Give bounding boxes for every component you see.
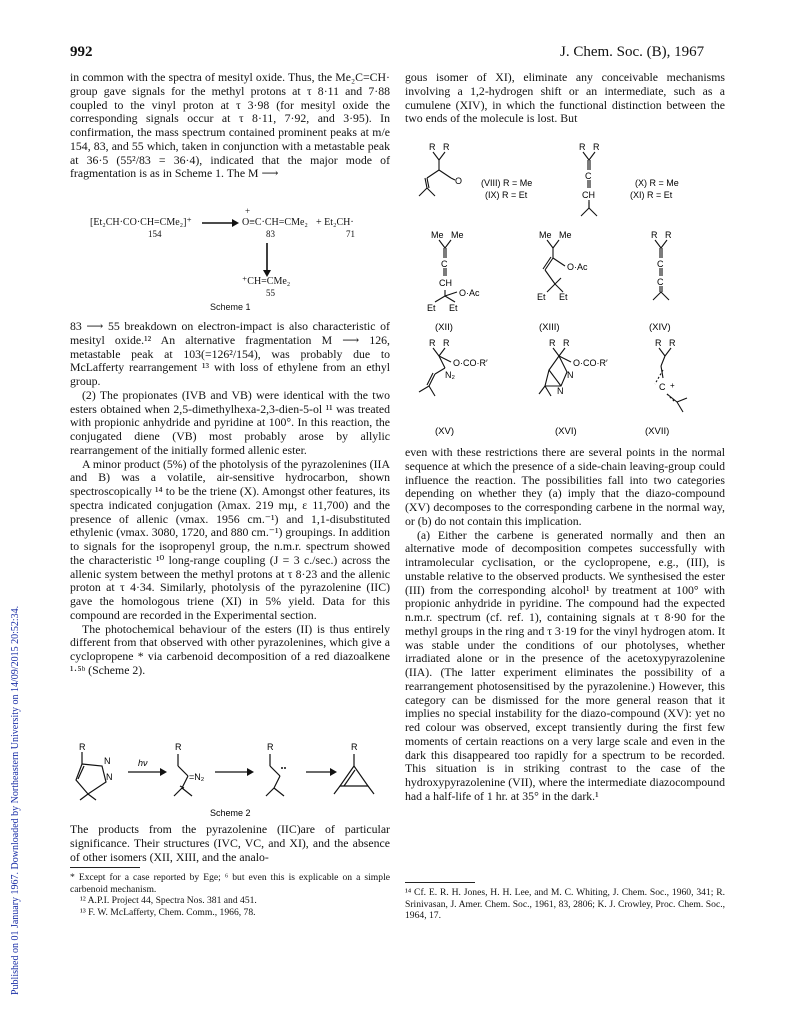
footnote-14: ¹⁴ Cf. E. R. H. Jones, H. H. Lee, and M. C. Whiting, J. Chem. Soc., 1960, 341; R. Srinivasan, J. Amer. Chem. Soc., 1961, 83, 2806; K. J. Crowley, Proc. Chem. Soc., 1964, 17.	[405, 887, 725, 922]
left-body	[70, 320, 390, 678]
xvii-plus: +	[670, 381, 675, 390]
viii-r-right: R	[443, 142, 450, 152]
scheme1-arrow-down	[260, 242, 274, 278]
xvi-r-left: R	[549, 338, 556, 348]
scheme-2	[70, 742, 390, 820]
xvi-ocor: O·CO·R′	[573, 358, 608, 368]
xvii-r-left: R	[655, 338, 662, 348]
xii-label: (XII)	[435, 322, 453, 333]
scheme1-acylium: O≡C·CH=CMe₂	[242, 217, 308, 228]
xiv-r-left: R	[651, 230, 658, 240]
xv-r-left: R	[429, 338, 436, 348]
xii-c: C	[441, 259, 448, 269]
scheme1-mass-55: 55	[266, 288, 275, 298]
left-paragraph-6: The products from the pyrazolenine (IIC)are of particular significance. Their structures (IVC, VC, and XI), and the absence of other isomers (XII, XIII, and the analo-	[70, 822, 390, 864]
xiii-me-left: Me	[539, 230, 552, 240]
xii-et-left: Et	[427, 303, 436, 313]
scheme2-n-label-2: N	[106, 772, 113, 782]
scheme1-cation: ⁺CH=CMe₂	[242, 276, 291, 287]
left-paragraph-2: 83 ⟶ 55 breakdown on electron-impact is also characteristic of mesityl oxide.¹² An alternative fragmentation M ⟶ 126, metastable peak at 103(=126²/154), was probably due to McLafferty rearrangement ¹³ with loss of ethylene from an ethyl group.	[70, 319, 390, 388]
xiv-label: (XIV)	[649, 322, 671, 333]
ix-label-2: (IX) R = Et	[485, 190, 528, 200]
right-paragraph-1: gous isomer of XI), eliminate any conceivable mechanisms involving a 1,2-hydrogen shift or an intermediate, such as a cumulene (XIV), in which the functional distinction between the two ends of the molecule is lost. But	[405, 70, 725, 126]
x-c: C	[585, 171, 592, 181]
xv-n2: N₂	[445, 370, 455, 380]
xvii-r-right: R	[669, 338, 676, 348]
xvi-n-2: N	[557, 386, 564, 396]
x-label-1: (X) R = Me	[635, 178, 679, 188]
left-footnotes	[70, 872, 390, 918]
left-paragraph-1: in common with the spectra of mesityl oxide. Thus, the Me₂C=CH· group gave signals for the methyl protons at τ 8·11 and 7·88 coupled to the vinyl proton at τ 3·98 (for mesityl oxide the corresponding signals occur at τ 8·11, 7·92, and 3·95). In confirmation, the mass spectrum contained prominent peaks at m/e 154, 83, and 55 which, taken in conjunction with a metastable peak at 36·5 (55²/83 = 36·4), indicated that the major mode of fragmentation is as in Scheme 1. The M ⟶	[70, 70, 390, 181]
xvi-label: (XVI)	[555, 426, 577, 437]
xii-me-left: Me	[431, 230, 444, 240]
footnote-star: * Except for a case reported by Ege; ⁶ but even this is explicable on a simple carbenoid mechanism.	[70, 872, 390, 895]
xvi-r-right: R	[563, 338, 570, 348]
scheme2-hv: hν	[138, 758, 148, 768]
xiii-label: (XIII)	[539, 322, 560, 333]
scheme-1	[70, 206, 390, 312]
left-paragraph-4: A minor product (5%) of the photolysis of the pyrazolenines (IIA and B) was a volatile, air-sensitive hydrocarbon, shown spectroscopically ¹⁴ to be the triene (X). Amongst other features, its spectra indicated conjugation (λmax. 219 mμ, ε 11,700) and the presence of allenic (νmax. 1956 cm.⁻¹) and 1,1-disubstituted ethylenic (νmax. 3080, 1720, and 880 cm.⁻¹) groupings. In addition to signals for the isopropenyl group, the n.m.r. spectrum showed the characteristic ¹⁰ long-range coupling (J = 3 c./sec.) across the allenic system between the methyl protons at τ 8·23 and the allenic proton at τ 4·34. Similarly, photolysis of the pyrazolenine (IIC) gave the homologous triene (XI) in 5% yield. Data for this compound are recorded in the Experimental section.	[70, 456, 390, 622]
xiv-c-2: C	[657, 277, 664, 287]
download-notice: Published on 01 January 1967. Downloaded by Northeastern University on 14/09/2015 20:52:34.	[10, 605, 21, 995]
right-paragraph-3: (a) Either the carbene is generated normally and then an alternative mode of decomposition competes successfully with intramolecular cyclisation, or the cyclopropene, e.g., (III), is unstable relative to the observed products. We synthesised the ester (III) from the corresponding alcohol¹ by treatment at 100° with propionic anhydride in pyridine. The compound had the expected n.m.r. spectrum (cf. ref. 1), containing signals at τ 8·90 for the methyl groups in the ring and τ 3·19 for the vinyl hydrogen atom. It was stable under the conditions of our photolyses, whether irradiated alone or in the presence of the acetoxypyrazolenine (IIA). (The latter experiment eliminates the possibility of a rearrangement photosensitised by the pyrazolenine.) However, this category can be dismissed for the more general reason that it implies no special instability for the diazo-compound (XV): yet no red colour was observed, except transiently during the first few moments of certain reactions on a very large scale and even in the dark this disappeared too rapidly for a spectrum to be recorded. This situation is in striking contrast to the case of the hydroxypyrazolenine (VII), where the intermediate diazocompound had a half-life of 1 hr. at 35° in the dark.¹	[405, 527, 725, 803]
scheme1-ion: [Et₂CH·CO·CH=CMe₂]⁺	[90, 217, 192, 228]
structure-panel	[405, 140, 725, 440]
scheme2-n-label-1: N	[104, 756, 111, 766]
footnote-12: ¹² A.P.I. Project 44, Spectra Nos. 381 and 451.	[80, 895, 257, 907]
page-number: 992	[70, 44, 93, 60]
footnote-divider-right	[405, 882, 475, 883]
xii-et-right: Et	[449, 303, 458, 313]
xv-label: (XV)	[435, 426, 454, 437]
xiv-c-1: C	[657, 259, 664, 269]
viii-o: O	[455, 176, 463, 186]
xii-oac: O·Ac	[459, 288, 480, 298]
scheme1-arrow-right	[200, 216, 240, 230]
scheme1-mass-71: 71	[346, 229, 355, 239]
scheme2-caption: Scheme 2	[210, 808, 251, 818]
xii-ch: CH	[439, 278, 452, 288]
scheme1-mass-83: 83	[266, 229, 275, 239]
journal-title: J. Chem. Soc. (B), 1967	[560, 44, 705, 60]
scheme2-r-label-3: R	[267, 742, 274, 752]
xvii-label: (XVII)	[645, 426, 670, 437]
xvii-c: C	[659, 382, 666, 392]
scheme1-plus: +	[245, 206, 251, 216]
scheme2-r-label-1: R	[79, 742, 86, 752]
right-body	[405, 446, 725, 804]
xi-label-2: (XI) R = Et	[630, 190, 673, 200]
xiv-r-right: R	[665, 230, 672, 240]
x-ch: CH	[582, 190, 595, 200]
xiii-et-right: Et	[559, 292, 568, 302]
viii-label-1: (VIII) R = Me	[481, 178, 533, 188]
x-r-right: R	[593, 142, 600, 152]
xii-me-right: Me	[451, 230, 464, 240]
footnote-13: ¹³ F. W. McLafferty, Chem. Comm., 1966, 78.	[80, 906, 256, 918]
viii-r-left: R	[429, 142, 436, 152]
x-r-left: R	[579, 142, 586, 152]
left-paragraph-5: The photochemical behaviour of the esters (II) is thus entirely different from that observed with other pyrazolenines, which give a cyclopropene * via carbenoid decomposition of a red diazoalkene ¹·⁵ᵇ (Scheme 2).	[70, 621, 390, 677]
xiii-et-left: Et	[537, 292, 546, 302]
scheme2-r-label-2: R	[175, 742, 182, 752]
right-footnotes	[405, 887, 725, 922]
xiii-oac: O·Ac	[567, 262, 588, 272]
xvi-n-1: N	[567, 370, 574, 380]
scheme1-radical: + Et₂CH·	[316, 217, 354, 228]
xv-ocor: O·CO·R′	[453, 358, 488, 368]
scheme2-r-label-4: R	[351, 742, 358, 752]
left-paragraph-3: (2) The propionates (IVB and VB) were identical with the two esters obtained when 2,5-dimethylhexa-2,3-dien-5-ol ¹¹ was treated with propionic anhydride and pyridine at 100°. In this reaction, the conjugated diene (VB) most probably arose by allylic rearrangement of the initially formed allenic ester.	[70, 387, 390, 457]
xv-r-right: R	[443, 338, 450, 348]
scheme1-mass-154: 154	[148, 229, 162, 239]
footnote-divider-left	[70, 867, 140, 868]
xiii-me-right: Me	[559, 230, 572, 240]
scheme1-caption: Scheme 1	[210, 302, 251, 312]
right-paragraph-2: even with these restrictions there are several points in the normal sequence at which the presence of a side-chain leaving-group could influence the reaction. The possibilities fall into two categories depending on whether they (a) imply that the diazo-compound (XV) decomposes to the corresponding carbene in the normal way, or (b) do not contain this implication.	[405, 445, 725, 528]
scheme2-n2-label: =N₂	[189, 772, 205, 782]
